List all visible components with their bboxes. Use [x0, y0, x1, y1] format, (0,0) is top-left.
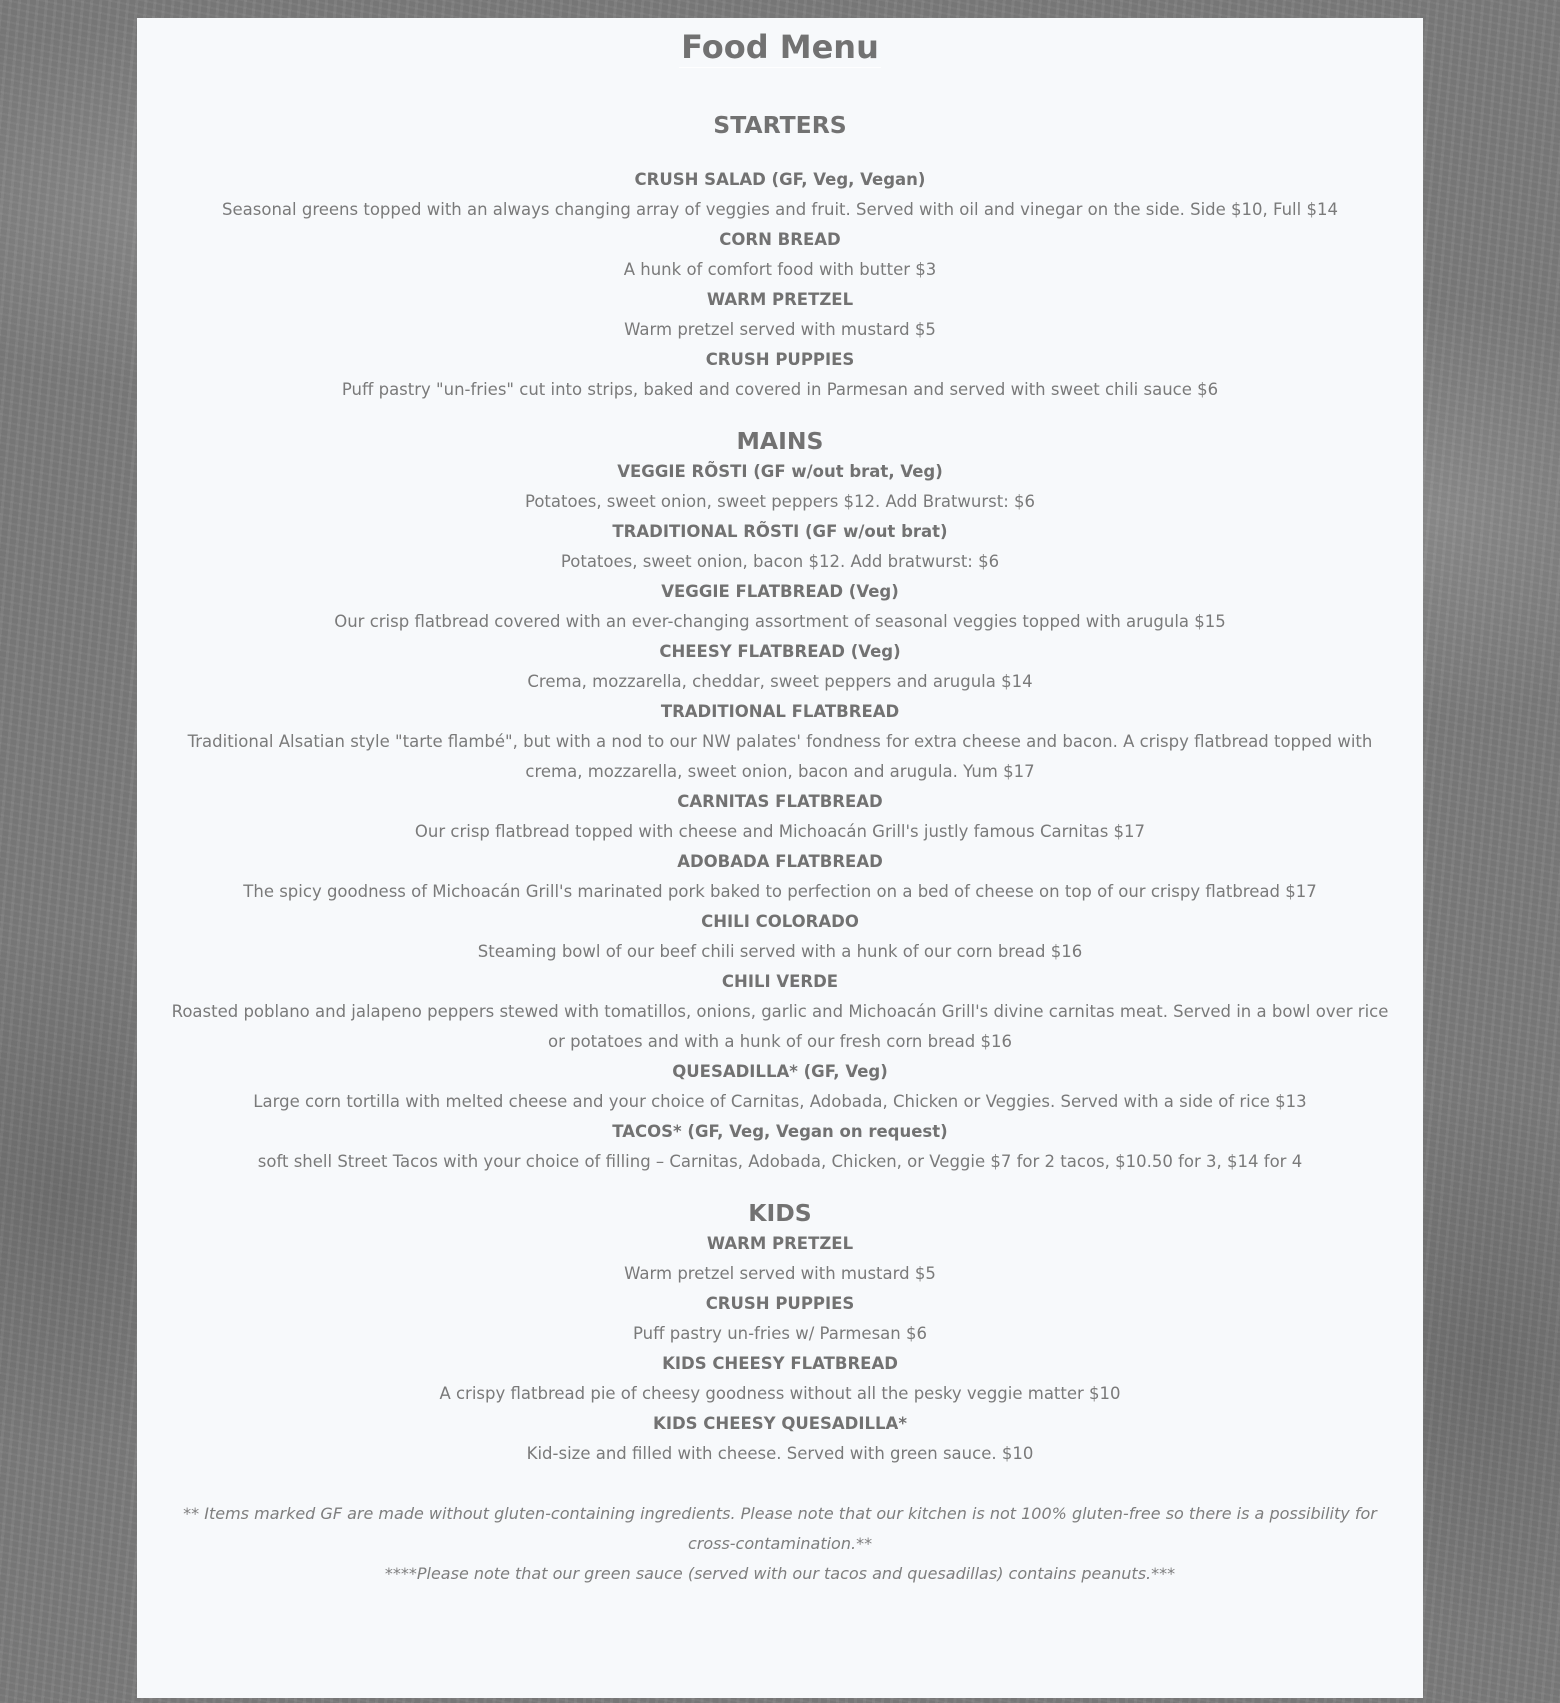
menu-item [161, 577, 1399, 637]
menu-item [161, 967, 1399, 1057]
menu-item [161, 847, 1399, 907]
item-name: TRADITIONAL RÕSTI (GF w/out brat) [612, 522, 948, 541]
gluten-free-note: ** Items marked GF are made without gluten-containing ingredients. Please note that our kitchen is not 100% gluten-free so there is a possibility for cross-contamination.** [183, 1504, 1377, 1553]
menu-item [161, 165, 1399, 225]
item-name: CHILI COLORADO [701, 912, 859, 931]
page-title [137, 27, 1423, 68]
item-name: CHILI VERDE [721, 972, 839, 991]
item-name: QUESADILLA* (GF, Veg) [672, 1062, 888, 1081]
item-name: KIDS CHEESY QUESADILLA* [653, 1414, 907, 1433]
item-description: Steaming bowl of our beef chili served with a hunk of our corn bread $16 [477, 942, 1083, 961]
item-description: The spicy goodness of Michoacán Grill's marinated pork baked to perfection on a bed of cheese on top of our crispy flatbread $17 [243, 882, 1317, 901]
item-description: Kid-size and filled with cheese. Served with green sauce. $10 [526, 1444, 1034, 1463]
item-description: Large corn tortilla with melted cheese and your choice of Carnitas, Adobada, Chicken or Veggies. Served with a side of rice $13 [253, 1092, 1307, 1111]
peanut-allergy-note: ****Please note that our green sauce (served with our tacos and quesadillas) contains peanuts.*** [384, 1564, 1176, 1583]
menu-card [137, 18, 1423, 1698]
item-name: CRUSH PUPPIES [705, 1294, 855, 1313]
item-description: Our crisp flatbread covered with an ever-changing assortment of seasonal veggies topped with arugula $15 [334, 612, 1226, 631]
item-description: Traditional Alsatian style "tarte flambé", but with a nod to our NW palates' fondness for extra cheese and bacon. A crispy flatbread topped with crema, mozzarella, sweet onion, bacon and arugula. Yum $17 [187, 732, 1373, 781]
menu-content [161, 105, 1399, 1589]
item-name: TRADITIONAL FLATBREAD [660, 702, 900, 721]
item-name: TACOS* (GF, Veg, Vegan on request) [612, 1122, 948, 1141]
menu-item [161, 907, 1399, 967]
item-description: A hunk of comfort food with butter $3 [623, 260, 937, 279]
menu-item [161, 1057, 1399, 1117]
item-description: Crema, mozzarella, cheddar, sweet peppers and arugula $14 [527, 672, 1033, 691]
item-description: Our crisp flatbread topped with cheese and Michoacán Grill's justly famous Carnitas $17 [414, 822, 1146, 841]
section-starters [161, 105, 1399, 405]
item-description: Warm pretzel served with mustard $5 [624, 1264, 936, 1283]
menu-item [161, 1117, 1399, 1177]
item-name: VEGGIE FLATBREAD (Veg) [661, 582, 899, 601]
menu-item [161, 457, 1399, 517]
menu-item [161, 517, 1399, 577]
item-name: CRUSH PUPPIES [705, 350, 855, 369]
menu-item [161, 637, 1399, 697]
menu-item [161, 345, 1399, 405]
item-name: CHEESY FLATBREAD (Veg) [659, 642, 901, 661]
item-description: Potatoes, sweet onion, bacon $12. Add bratwurst: $6 [560, 552, 1000, 571]
menu-item [161, 1229, 1399, 1289]
item-name: KIDS CHEESY FLATBREAD [662, 1354, 898, 1373]
item-name: CARNITAS FLATBREAD [677, 792, 883, 811]
section-mains [161, 425, 1399, 1177]
item-description: Puff pastry un-fries w/ Parmesan $6 [633, 1324, 927, 1343]
item-description: Roasted poblano and jalapeno peppers stewed with tomatillos, onions, garlic and Michoacán Grill's divine carnitas meat. Served in a bowl over rice or potatoes and with a hunk of our fresh corn bread $16 [171, 1002, 1389, 1051]
item-name: VEGGIE RÕSTI (GF w/out brat, Veg) [617, 462, 943, 481]
item-name: CORN BREAD [719, 230, 841, 249]
menu-item [161, 787, 1399, 847]
menu-notes [161, 1499, 1399, 1589]
menu-item [161, 285, 1399, 345]
section-kids [161, 1197, 1399, 1469]
menu-item [161, 1349, 1399, 1409]
section-title: MAINS [736, 427, 824, 455]
item-name: WARM PRETZEL [706, 1234, 854, 1253]
item-description: soft shell Street Tacos with your choice of filling – Carnitas, Adobada, Chicken, or Veggie $7 for 2 tacos, $10.50 for 3, $14 for 4 [257, 1152, 1303, 1171]
section-title: KIDS [748, 1199, 812, 1227]
item-description: A crispy flatbread pie of cheesy goodness without all the pesky veggie matter $10 [439, 1384, 1121, 1403]
item-description: Seasonal greens topped with an always changing array of veggies and fruit. Served with oil and vinegar on the side. Side $10, Full $14 [222, 200, 1338, 219]
menu-item [161, 1409, 1399, 1469]
menu-item [161, 1289, 1399, 1349]
menu-item [161, 225, 1399, 285]
item-name: ADOBADA FLATBREAD [677, 852, 883, 871]
item-description: Puff pastry "un-fries" cut into strips, baked and covered in Parmesan and served with sweet chili sauce $6 [341, 380, 1219, 399]
item-name: CRUSH SALAD (GF, Veg, Vegan) [634, 170, 926, 189]
item-name: WARM PRETZEL [706, 290, 854, 309]
menu-item [161, 697, 1399, 787]
item-description: Potatoes, sweet onion, sweet peppers $12. Add Bratwurst: $6 [524, 492, 1036, 511]
section-title: STARTERS [713, 111, 847, 139]
page-title-text: Food Menu [681, 28, 879, 66]
item-description: Warm pretzel served with mustard $5 [624, 320, 936, 339]
